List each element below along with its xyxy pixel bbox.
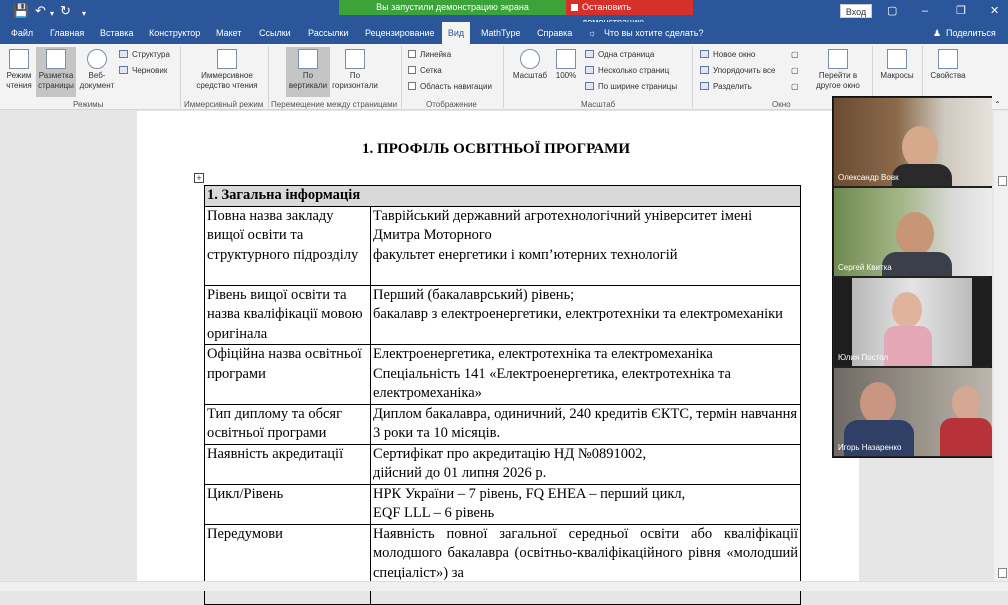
- program-profile-table[interactable]: [204, 185, 801, 605]
- nav-pane-checkbox[interactable]: [408, 82, 492, 92]
- sync-scroll-icon[interactable]: ▢: [791, 66, 799, 75]
- tab-home[interactable]: Главная: [50, 28, 85, 38]
- multiple-pages-button[interactable]: [585, 66, 669, 76]
- split-icon: [700, 82, 709, 90]
- ribbon-separator: [180, 46, 181, 108]
- row-label: Тип диплому та обсяг освітньої програми: [205, 404, 371, 444]
- tab-file[interactable]: Файл: [11, 28, 34, 38]
- zoom-100-icon: [556, 49, 576, 69]
- avatar: [940, 418, 992, 456]
- vertical-scroll-icon: [298, 49, 318, 69]
- participant-tile[interactable]: [834, 188, 992, 276]
- multiple-pages-icon: [585, 66, 594, 74]
- tab-mailings[interactable]: Рассылки: [308, 28, 349, 38]
- group-zoom-label: Масштаб: [581, 100, 616, 109]
- properties-label: Свойства: [930, 71, 966, 80]
- participant-name: Сергей Квитка: [838, 263, 892, 272]
- nav-pane-label: Область навигации: [420, 82, 492, 91]
- title-bar: [0, 0, 1008, 22]
- split-label: Разделить: [713, 82, 752, 91]
- row-value: Таврійський державний агротехнологічний університет імені Дмитра Моторного факультет енергетики і комп’ютерних технологій: [371, 206, 801, 285]
- draft-button[interactable]: [119, 66, 167, 76]
- save-icon[interactable]: 💾: [13, 3, 30, 18]
- page-width-label: По ширине страницы: [598, 82, 678, 91]
- group-window-label: Окно: [772, 100, 791, 109]
- participant-name: Олександр Вовк: [838, 173, 899, 182]
- web-layout-label: Веб-документ: [79, 71, 115, 90]
- switch-windows-button[interactable]: [808, 49, 868, 91]
- ruler-label: Линейка: [420, 50, 452, 59]
- customize-quick-access-icon[interactable]: ▾: [82, 9, 87, 18]
- tab-design[interactable]: Конструктор: [149, 28, 201, 38]
- table-row: [205, 484, 801, 524]
- vertical-label: По вертикали: [288, 71, 328, 90]
- tab-references[interactable]: Ссылки: [259, 28, 291, 38]
- avatar: [902, 126, 938, 168]
- table-section-header: [205, 186, 801, 207]
- scrollbar-thumb[interactable]: [998, 176, 1007, 186]
- participant-tile[interactable]: [834, 368, 992, 456]
- ribbon-display-options-icon[interactable]: ▢: [887, 5, 898, 17]
- vertical-button[interactable]: [286, 47, 330, 97]
- tab-help[interactable]: Справка: [537, 28, 573, 38]
- one-page-label: Одна страница: [598, 50, 655, 59]
- section-header-cell: 1. Загальна інформація: [205, 186, 801, 207]
- arrange-all-icon: [700, 66, 709, 74]
- zoom-100-label: 100%: [555, 71, 577, 80]
- nav-pane-check[interactable]: [408, 82, 416, 90]
- restore-icon[interactable]: ❐: [956, 5, 966, 17]
- row-value: Сертифікат про акредитацію НД №0891002, дійсний до 01 липня 2026 р.: [371, 444, 801, 484]
- avatar: [882, 252, 952, 276]
- print-layout-button[interactable]: [36, 47, 76, 97]
- properties-icon: [938, 49, 958, 69]
- table-row: [205, 404, 801, 444]
- stop-sharing-button[interactable]: Остановить: [566, 0, 693, 15]
- side-by-side-icon[interactable]: ▢: [791, 50, 799, 59]
- page-width-icon: [585, 82, 594, 90]
- table-row: [205, 345, 801, 405]
- sign-in-button[interactable]: Вход: [840, 4, 872, 18]
- side-to-side-icon: [345, 49, 365, 69]
- scroll-down-button[interactable]: [998, 568, 1007, 578]
- avatar: [892, 292, 922, 328]
- table-move-handle-icon[interactable]: +: [194, 173, 204, 183]
- table-row: [205, 285, 801, 345]
- document-heading: 1. ПРОФІЛЬ ОСВІТНЬОЇ ПРОГРАМИ: [362, 141, 631, 157]
- new-window-icon: [700, 50, 709, 58]
- ribbon-separator: [401, 46, 402, 108]
- redo-icon[interactable]: ↻: [60, 3, 71, 18]
- tab-mathtype[interactable]: MathType: [481, 28, 521, 38]
- row-value: Перший (бакалаврський) рівень; бакалавр з електроенергетики, електротехніки та електромеханіки: [371, 285, 801, 345]
- group-immersive-label: Иммерсивный режим: [184, 100, 264, 109]
- row-label: Передумови: [205, 524, 371, 604]
- group-modes-label: Режимы: [73, 100, 104, 109]
- row-label: Повна назва закладу вищої освіти та структурного підрозділу: [205, 206, 371, 285]
- tab-view[interactable]: Вид: [442, 22, 470, 44]
- magnifier-icon: [520, 49, 540, 69]
- participant-tile[interactable]: [834, 278, 992, 366]
- multiple-pages-label: Несколько страниц: [598, 66, 670, 75]
- web-layout-button[interactable]: [78, 49, 116, 91]
- arrange-all-label: Упорядочить все: [713, 66, 776, 75]
- minimize-icon[interactable]: –: [922, 5, 929, 17]
- page-icon: [46, 49, 66, 69]
- row-label: Офіційна назва освітньої програми: [205, 345, 371, 405]
- group-show-label: Отображение: [426, 100, 477, 109]
- participant-name: Игорь Назаренко: [838, 443, 902, 452]
- video-participants-panel: [832, 96, 992, 458]
- group-page-movement-label: Перемещение между страницами: [271, 100, 398, 109]
- share-button[interactable]: Поделиться: [946, 28, 996, 38]
- avatar: [892, 164, 952, 186]
- ruler-checkbox[interactable]: [408, 50, 451, 60]
- row-label: Наявність акредитації: [205, 444, 371, 484]
- table-row: [205, 444, 801, 484]
- gridlines-check[interactable]: [408, 66, 416, 74]
- zoom-label: Масштаб: [512, 71, 548, 80]
- switch-windows-label: Перейти в другое окно: [816, 71, 860, 90]
- immersive-reader-button[interactable]: [188, 49, 266, 91]
- properties-button[interactable]: [926, 49, 970, 81]
- split-button[interactable]: [700, 82, 752, 92]
- table-row: [205, 206, 801, 285]
- row-value: Електроенергетика, електротехніка та електромеханіка Спеціальність 141 «Електроенергетика, електротехніка та електромеханіка»: [371, 345, 801, 405]
- zoom-button[interactable]: [509, 49, 551, 81]
- avatar: [952, 386, 980, 420]
- row-label: Цикл/Рівень: [205, 484, 371, 524]
- ruler-check[interactable]: [408, 50, 416, 58]
- collapse-ribbon-icon[interactable]: ⌃: [994, 100, 1001, 109]
- share-icon: ♟: [933, 28, 942, 38]
- ribbon-separator: [268, 46, 269, 108]
- one-page-button[interactable]: [585, 50, 654, 60]
- row-value: Наявність повної загальної середньої освіти або кваліфікації молодшого бакалавра (освітньо-кваліфікаційного рівня «молодший спеціаліст») за: [371, 524, 801, 604]
- horizontal-scrollbar[interactable]: [0, 581, 1008, 591]
- read-mode-label: Режим чтения: [6, 71, 32, 90]
- participant-name: Юлия Постол: [838, 353, 889, 362]
- switch-windows-icon: [828, 49, 848, 69]
- tab-review[interactable]: Рецензирование: [365, 28, 435, 38]
- row-value: НРК України – 7 рівень, FQ EHEA – перший цикл, EQF LLL – 6 рівень: [371, 484, 801, 524]
- table-row: [205, 524, 801, 604]
- new-window-button[interactable]: [700, 50, 755, 60]
- close-icon[interactable]: ✕: [990, 5, 1000, 17]
- screen-share-status: Вы запустили демонстрацию экрана: [339, 0, 566, 15]
- ribbon-tabs: [0, 22, 1008, 44]
- participant-tile[interactable]: [834, 98, 992, 186]
- outline-label: Структура: [132, 50, 170, 59]
- avatar: [884, 326, 932, 366]
- macros-button[interactable]: [876, 49, 918, 81]
- gridlines-checkbox[interactable]: [408, 66, 442, 76]
- side-to-side-label: По горизонтали: [332, 71, 378, 90]
- macros-label: Макросы: [880, 71, 914, 80]
- undo-dropdown-icon[interactable]: ▾: [50, 9, 55, 18]
- book-icon: [9, 49, 29, 69]
- outline-icon: [119, 50, 128, 58]
- reset-window-icon[interactable]: ▢: [791, 82, 799, 91]
- tell-me-search[interactable]: Что вы хотите сделать?: [604, 28, 704, 38]
- zoom-100-button[interactable]: [553, 49, 579, 81]
- outline-button[interactable]: [119, 50, 170, 60]
- side-to-side-button[interactable]: [332, 49, 378, 91]
- immersive-reader-label: Иммерсивное средство чтения: [196, 71, 258, 90]
- avatar: [860, 382, 896, 424]
- draft-icon: [119, 66, 128, 74]
- row-value: Диплом бакалавра, одиничний, 240 кредитів ЄКТС, термін навчання 3 роки та 10 місяців.: [371, 404, 801, 444]
- lightbulb-icon: ☼: [588, 28, 597, 38]
- avatar: [896, 212, 934, 256]
- macros-icon: [887, 49, 907, 69]
- tab-insert[interactable]: Вставка: [100, 28, 134, 38]
- screen-share-banner: [339, 0, 693, 15]
- print-layout-label: Разметка страницы: [38, 71, 74, 90]
- globe-icon: [87, 49, 107, 69]
- undo-icon[interactable]: ↶: [35, 3, 46, 18]
- new-window-label: Новое окно: [713, 50, 756, 59]
- ribbon-separator: [503, 46, 504, 108]
- immersive-reader-icon: [217, 49, 237, 69]
- one-page-icon: [585, 50, 594, 58]
- gridlines-label: Сетка: [420, 66, 442, 75]
- tab-layout[interactable]: Макет: [216, 28, 242, 38]
- draft-label: Черновик: [132, 66, 168, 75]
- read-mode-button[interactable]: [2, 49, 36, 91]
- row-label: Рівень вищої освіти та назва кваліфікації мовою оригінала: [205, 285, 371, 345]
- page-width-button[interactable]: [585, 82, 677, 92]
- arrange-all-button[interactable]: [700, 66, 775, 76]
- ribbon-separator: [692, 46, 693, 108]
